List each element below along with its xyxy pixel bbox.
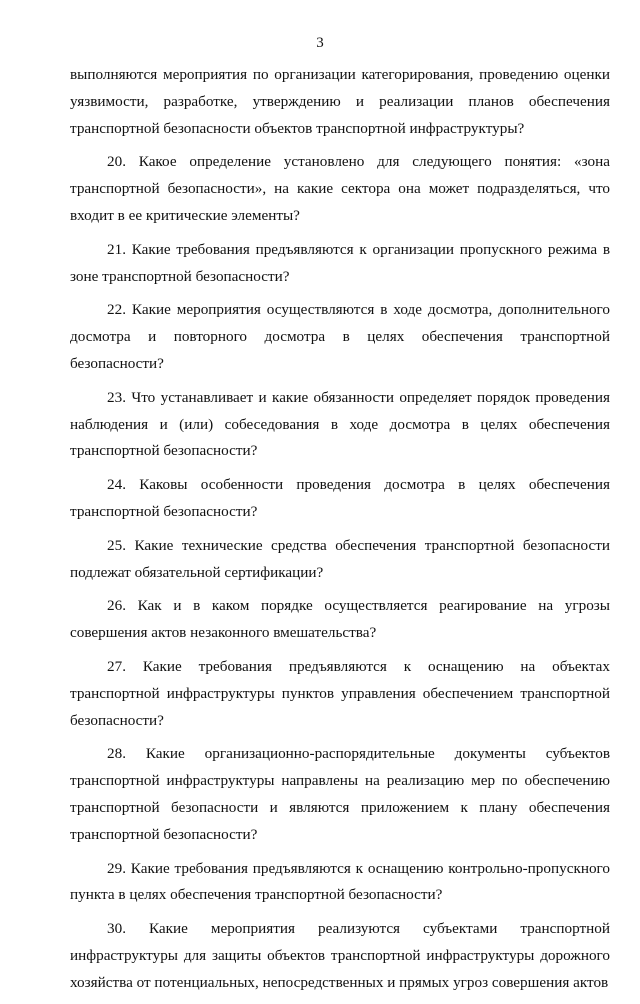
question-23: 23. Что устанавливает и какие обязанности определяет порядок проведения наблюдения и (или) собеседования в ходе досмотра в целях обеспечения транспортной безопасности? — [70, 388, 610, 460]
document-body — [70, 62, 610, 1004]
question-30: 30. Какие мероприятия реализуются субъектами транспортной инфраструктуры для защиты объектов транспортной инфраструктуры дорожного хозяйства от потенциальных, непосредственных и прямых угроз совершения актов — [70, 920, 610, 991]
question-20: 20. Какое определение установлено для следующего понятия: «зона транспортной безопасности», на какие сектора она может подразделяться, что входит в ее критические элементы? — [70, 153, 610, 224]
question-21: 21. Какие требования предъявляются к организации пропускного режима в зоне транспортной безопасности? — [70, 240, 610, 285]
question-29: 29. Какие требования предъявляются к оснащению контрольно-пропускного пункта в целях обеспечения транспортной безопасности? — [70, 859, 610, 904]
paragraph-continuation: выполняются мероприятия по организации категорирования, проведению оценки уязвимости, разработке, утверждению и реализации планов обеспечения транспортной безопасности объектов транспортной инфраструктуры? — [70, 66, 610, 137]
question-26: 26. Как и в каком порядке осуществляется реагирование на угрозы совершения актов незаконного вмешательства? — [70, 597, 610, 642]
question-24: 24. Каковы особенности проведения досмотра в целях обеспечения транспортной безопасности? — [70, 476, 610, 520]
question-28: 28. Какие организационно-распорядительные документы субъектов транспортной инфраструктуры направлены на реализацию мер по обеспечению транспортной безопасности и являются приложением к плану обеспечения транспортной безопасности? — [70, 745, 610, 843]
question-22: 22. Какие мероприятия осуществляются в ходе досмотра, дополнительного досмотра и повторного досмотра в целях обеспечения транспортной безопасности? — [70, 301, 610, 372]
question-27: 27. Какие требования предъявляются к оснащению на объектах транспортной инфраструктуры пунктов управления обеспечением транспортной безопасности? — [70, 657, 610, 729]
question-25: 25. Какие технические средства обеспечения транспортной безопасности подлежат обязательной сертификации? — [70, 536, 610, 581]
page-number: 3 — [316, 35, 324, 51]
